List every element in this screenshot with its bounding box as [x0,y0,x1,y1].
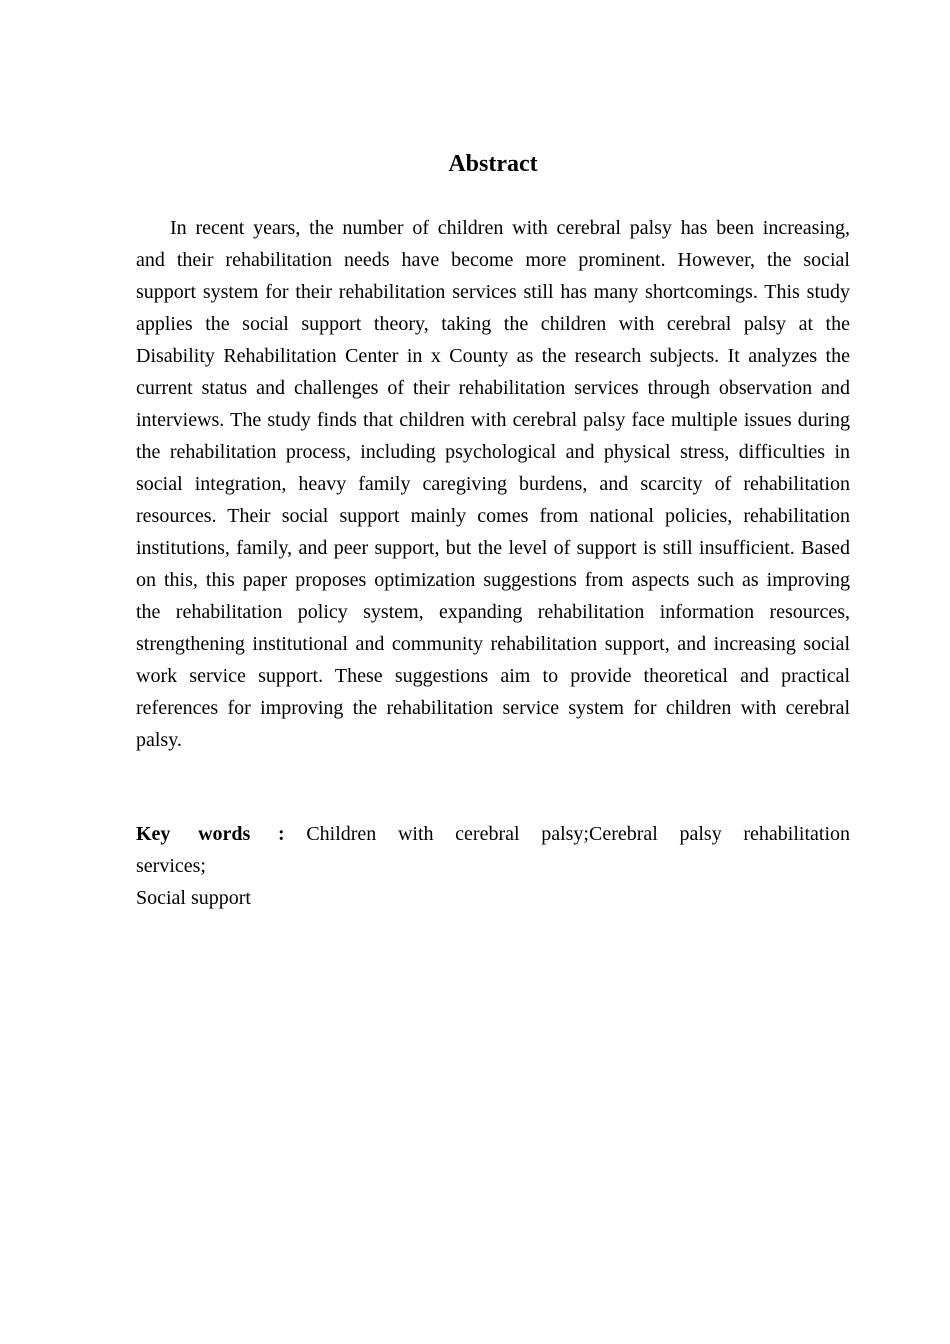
keywords-line-1: Children with cerebral palsy;Cerebral palsy rehabilitation [306,823,851,845]
keywords-line-3: Social support [136,887,251,909]
keywords-line-2: services; [136,855,206,877]
keywords-section [136,818,850,914]
abstract-title: Abstract [448,151,538,177]
abstract-body: In recent years, the number of children with cerebral palsy has been increasing, and their rehabilitation needs have become more prominent. However, the social support system for their rehabilitation services still has many shortcomings. This study applies the social support theory, taking the children with cerebral palsy at the Disability Rehabilitation Center in x County as the research subjects. It analyzes the current status and challenges of their rehabilitation services through observation and interviews. The study finds that children with cerebral palsy face multiple issues during the rehabilitation process, including psychological and physical stress, difficulties in social integration, heavy family caregiving burdens, and scarcity of rehabilitation resources. Their social support mainly comes from national policies, rehabilitation institutions, family, and peer support, but the level of support is still insufficient. Based on this, this paper proposes optimization suggestions from aspects such as improving the rehabilitation policy system, expanding rehabilitation information resources, strengthening institutional and community rehabilitation support, and increasing social work service support. These suggestions aim to provide theoretical and practical references for improving the rehabilitation service system for children with cerebral palsy. [136,217,850,751]
keywords-first-line [136,818,850,850]
keywords-label: Key words : [136,823,285,845]
